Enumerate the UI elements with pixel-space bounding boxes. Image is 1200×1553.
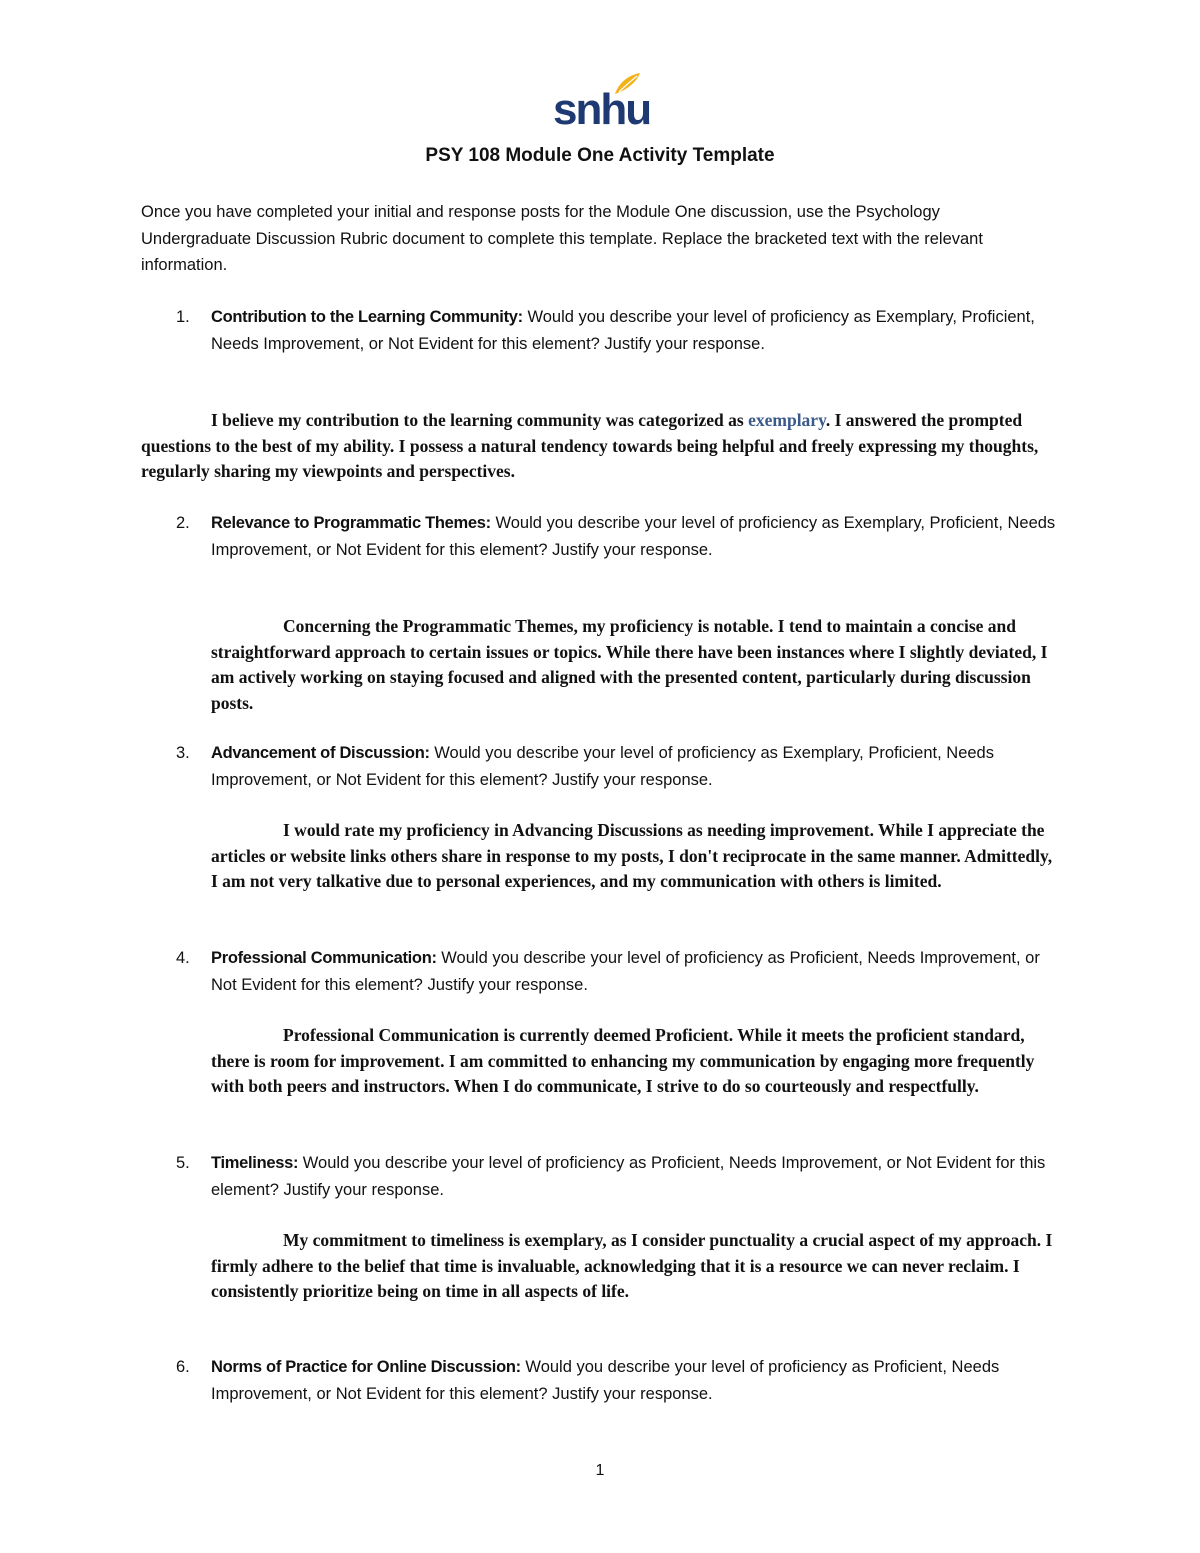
answer-1 (141, 408, 1061, 485)
item-number: 5. (176, 1154, 190, 1172)
answer-3: I would rate my proficiency in Advancing Discussions as needing improvement. While I appreciate the articles or website links others share in response to my posts, I don't reciprocate in the same manner. Admittedly, I am not very talkative due to personal experiences, and my communication with others is limited. (211, 820, 1053, 891)
answer-4: Professional Communication is currently deemed Proficient. While it meets the proficient standard, there is room for improvement. I am committed to enhancing my communication by engaging more frequently with both peers and instructors. When I do communicate, I strive to do so courteously and respectfully. (211, 1025, 1035, 1096)
answer-text: I believe my contribution to the learning community was categorized as (211, 410, 749, 430)
item-prompt: Would you describe your level of proficiency as Proficient, Needs Improvement, or Not Evident for this element? Justify your response. (211, 949, 1040, 994)
item-number: 6. (176, 1358, 190, 1376)
page-number: 1 (595, 1462, 605, 1479)
question-item-3 (176, 740, 1056, 793)
question-item-1 (176, 304, 1056, 357)
question-item-5 (176, 1150, 1056, 1203)
item-prompt: Would you describe your level of proficiency as Exemplary, Proficient, Needs Improvement, or Not Evident for this element? Justify your response. (211, 744, 994, 789)
item-heading: Relevance to Programmatic Themes: (211, 514, 491, 532)
document-title: PSY 108 Module One Activity Template (425, 145, 775, 166)
item-heading: Contribution to the Learning Community: (211, 308, 523, 326)
item-number: 2. (176, 514, 190, 532)
question-item-6 (176, 1354, 1056, 1407)
item-prompt: Would you describe your level of proficiency as Proficient, Needs Improvement, or Not Evident for this element? Justify your response. (211, 1154, 1046, 1199)
item-prompt: Would you describe your level of proficiency as Exemplary, Proficient, Needs Improvement, or Not Evident for this element? Justify your response. (211, 514, 1056, 559)
answer-highlight: exemplary (748, 410, 826, 430)
item-number: 1. (176, 308, 190, 326)
item-number: 4. (176, 949, 190, 967)
item-heading: Advancement of Discussion: (211, 744, 430, 762)
answer-5: My commitment to timeliness is exemplary, as I consider punctuality a crucial aspect of my approach. I firmly adhere to the belief that time is invaluable, acknowledging that it is a resource we can never reclaim. I consistently prioritize being on time in all aspects of life. (211, 1230, 1053, 1301)
logo-wordmark: snhu (553, 85, 651, 134)
item-prompt: Would you describe your level of proficiency as Exemplary, Proficient, Needs Improvement, or Not Evident for this element? Justify your response. (211, 308, 1035, 353)
question-item-2 (176, 510, 1056, 563)
item-heading: Professional Communication: (211, 949, 437, 967)
intro-paragraph: Once you have completed your initial and response posts for the Module One discussion, use the Psychology Undergraduate Discussion Rubric document to complete this template. Replace the bracketed text with the relevant information. (141, 203, 983, 274)
question-item-4 (176, 945, 1056, 998)
answer-text: . I answered the prompted questions to the best of my ability. I possess a natural tendency towards being helpful and freely expressing my thoughts, regularly sharing my viewpoints and perspectives. (141, 410, 1039, 481)
snhu-logo (553, 72, 651, 134)
item-heading: Timeliness: (211, 1154, 299, 1172)
answer-2: Concerning the Programmatic Themes, my proficiency is notable. I tend to maintain a concise and straightforward approach to certain issues or topics. While there have been instances where I slightly deviated, I am actively working on staying focused and aligned with the presented content, particularly during discussion posts. (211, 616, 1048, 713)
item-heading: Norms of Practice for Online Discussion: (211, 1358, 521, 1376)
item-number: 3. (176, 744, 190, 762)
item-prompt: Would you describe your level of proficiency as Proficient, Needs Improvement, or Not Evident for this element? Justify your response. (211, 1358, 1000, 1403)
